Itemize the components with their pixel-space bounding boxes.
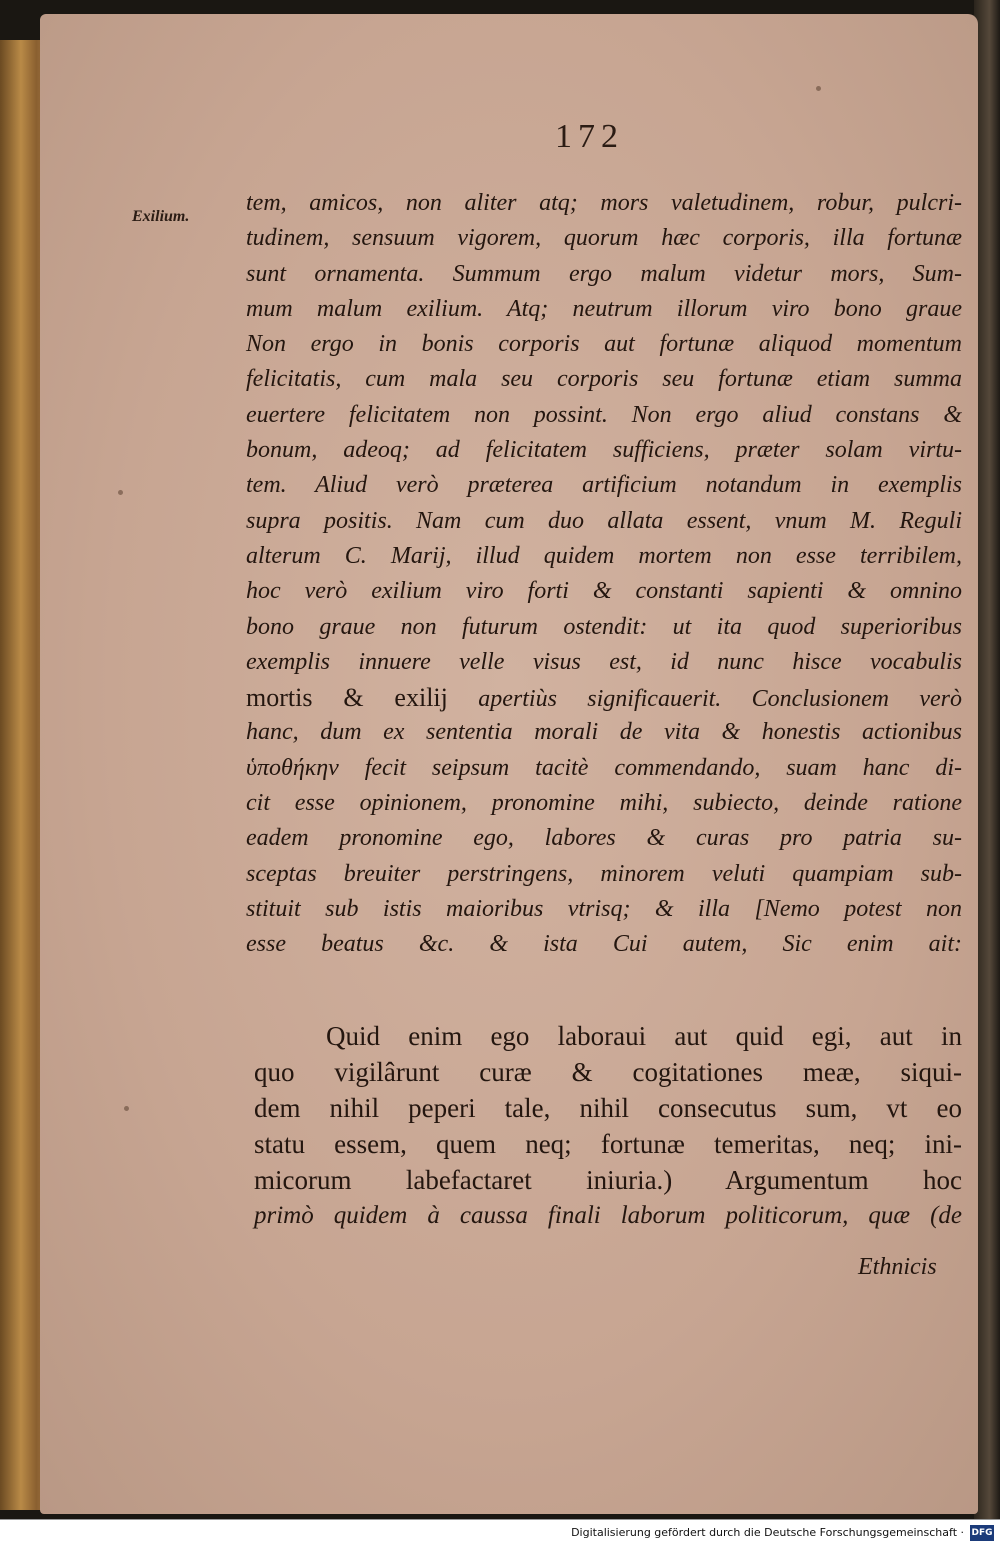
digitization-footer (0, 1519, 1000, 1548)
text-line: hanc, dum ex sententia morali de vita & honestis actionibus (246, 719, 962, 746)
text-line: stituit sub istis maioribus vtrisq; & illa [Nemo potest non (246, 895, 962, 922)
margin-note: Exilium. (132, 208, 190, 225)
funding-credit: Digitalisierung gefördert durch die Deutsche Forschungsgemeinschaft · (571, 1526, 964, 1539)
paper-speck (124, 1106, 129, 1111)
quote-line: Quid enim ego laboraui aut quid egi, aut in (326, 1021, 962, 1051)
text-line: sunt ornamenta. Summum ergo malum videtur mors, Sum- (246, 260, 962, 287)
text-line: mum malum exilium. Atq; neutrum illorum viro bono graue (246, 295, 962, 322)
text-line: supra positis. Nam cum duo allata essent, vnum M. Reguli (246, 507, 962, 534)
catchword: Ethnicis (858, 1254, 937, 1280)
text-line: hoc verò exilium viro forti & constanti sapienti & omnino (246, 578, 962, 605)
text-line: esse beatus &c. & ista Cui autem, Sic enim ait: (246, 931, 962, 958)
dfg-logo: DFG (970, 1525, 994, 1541)
quote-line: dem nihil peperi tale, nihil consecutus sum, vt eo (254, 1093, 962, 1123)
text-line: tudinem, sensuum vigorem, quorum hæc corporis, illa fortunæ (246, 225, 962, 252)
quote-line: statu essem, quem neq; fortunæ temeritas, neq; ini- (254, 1129, 962, 1159)
page-number: 172 (555, 118, 624, 155)
quote-line: primò quidem à caussa finali laborum politicorum, quæ (de (254, 1202, 962, 1229)
text-line: eadem pronomine ego, labores & curas pro patria su- (246, 825, 962, 852)
text-line: bono graue non futurum ostendit: ut ita quod superioribus (246, 613, 962, 640)
text-line: tem, amicos, non aliter atq; mors valetudinem, robur, pulcri- (246, 190, 962, 216)
paper-speck (816, 86, 821, 91)
quote-line: quo vigilârunt curæ & cogitationes meæ, siqui- (254, 1057, 962, 1087)
quotation-block (254, 1018, 962, 1234)
text-line: felicitatis, cum mala seu corporis seu fortunæ etiam summa (246, 366, 962, 393)
text-line: alterum C. Marij, illud quidem mortem non esse terribilem, (246, 542, 962, 569)
italic-phrase: apertiùs significauerit. Conclusionem verò (447, 686, 963, 713)
quote-line: micorum labefactaret iniuria.) Argumentum hoc (254, 1165, 962, 1195)
text-line: euertere felicitatem non possint. Non ergo aliud constans & (246, 401, 962, 428)
roman-phrase: mortis & exilij (246, 683, 448, 713)
paper-speck (118, 490, 123, 495)
italic-text-block (246, 186, 962, 963)
text-line: sceptas breuiter perstringens, minorem veluti quampiam sub- (246, 860, 962, 887)
text-line: exemplis innuere velle visus est, id nunc hisce vocabulis (246, 648, 962, 675)
text-line: ὑποθήκην fecit seipsum tacitè commendando, suam hanc di- (246, 754, 962, 781)
text-line (246, 680, 962, 715)
text-line: tem. Aliud verò præterea artificium notandum in exemplis (246, 472, 962, 499)
text-line: bonum, adeoq; ad felicitatem sufficiens, præter solam virtu- (246, 437, 962, 464)
text-line: Non ergo in bonis corporis aut fortunæ aliquod momentum (246, 331, 962, 358)
text-line: cit esse opinionem, pronomine mihi, subiecto, deinde ratione (246, 790, 962, 817)
